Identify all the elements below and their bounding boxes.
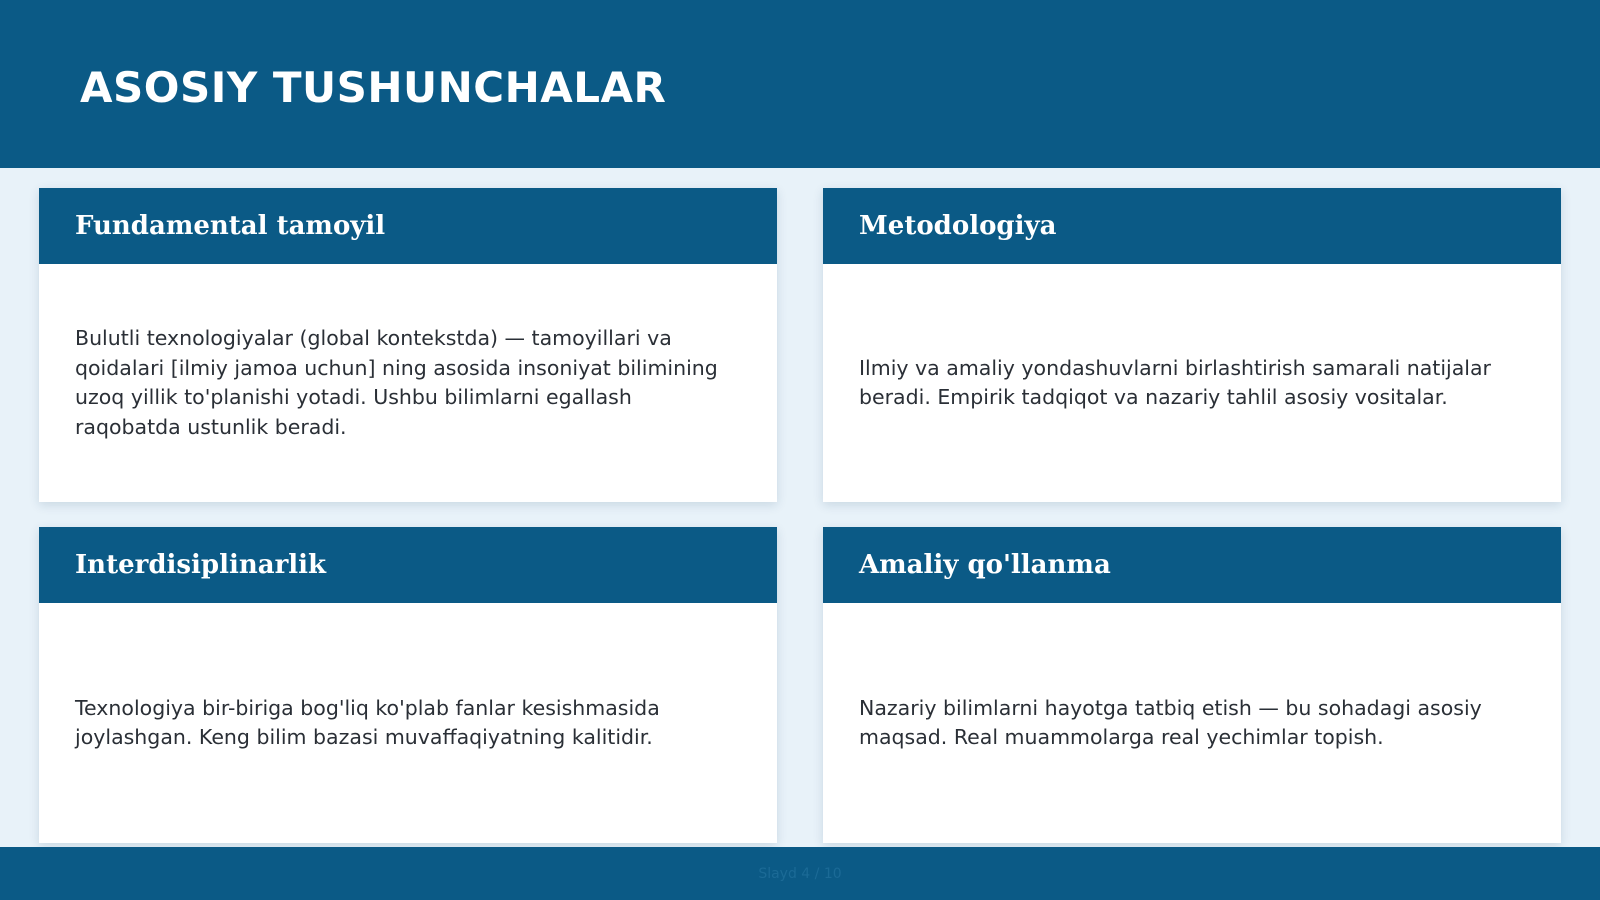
card-text: Nazariy bilimlarni hayotga tatbiq etish — bu sohadagi asosiy maqsad. Real muammolarga real yechimlar topish.	[859, 695, 1482, 749]
card-body	[823, 264, 1561, 502]
card-fundamental-tamoyil	[39, 188, 777, 502]
card-header	[823, 527, 1561, 603]
card-title: Metodologiya	[859, 211, 1057, 241]
card-text: Bulutli texnologiyalar (global kontekstda) — tamoyillari va qoidalari [ilmiy jamoa uchun] ning asosida insoniyat bilimining uzoq yillik to'planishi yotadi. Ushbu bilimlarni egallash raqobatda ustunlik beradi.	[75, 326, 718, 439]
card-title: Interdisiplinarlik	[75, 550, 327, 580]
card-header	[39, 188, 777, 264]
card-body	[39, 603, 777, 843]
card-amaliy-qollanma	[823, 527, 1561, 843]
card-header	[823, 188, 1561, 264]
card-title: Amaliy qo'llanma	[859, 550, 1111, 580]
slide-title: ASOSIY TUSHUNCHALAR	[80, 63, 667, 112]
card-metodologiya	[823, 188, 1561, 502]
card-body	[39, 264, 777, 502]
card-text: Texnologiya bir-biriga bog'liq ko'plab fanlar kesishmasida joylashgan. Keng bilim bazasi muvaffaqiyatning kalitidir.	[75, 695, 660, 749]
card-header	[39, 527, 777, 603]
slide-footer	[0, 847, 1600, 900]
card-body	[823, 603, 1561, 843]
card-interdisiplinarlik	[39, 527, 777, 843]
card-title: Fundamental tamoyil	[75, 211, 386, 241]
slide-number: Slayd 4 / 10	[758, 865, 842, 882]
slide-header	[0, 0, 1600, 168]
card-text: Ilmiy va amaliy yondashuvlarni birlashtirish samarali natijalar beradi. Empirik tadqiqot va nazariy tahlil asosiy vositalar.	[859, 355, 1491, 409]
